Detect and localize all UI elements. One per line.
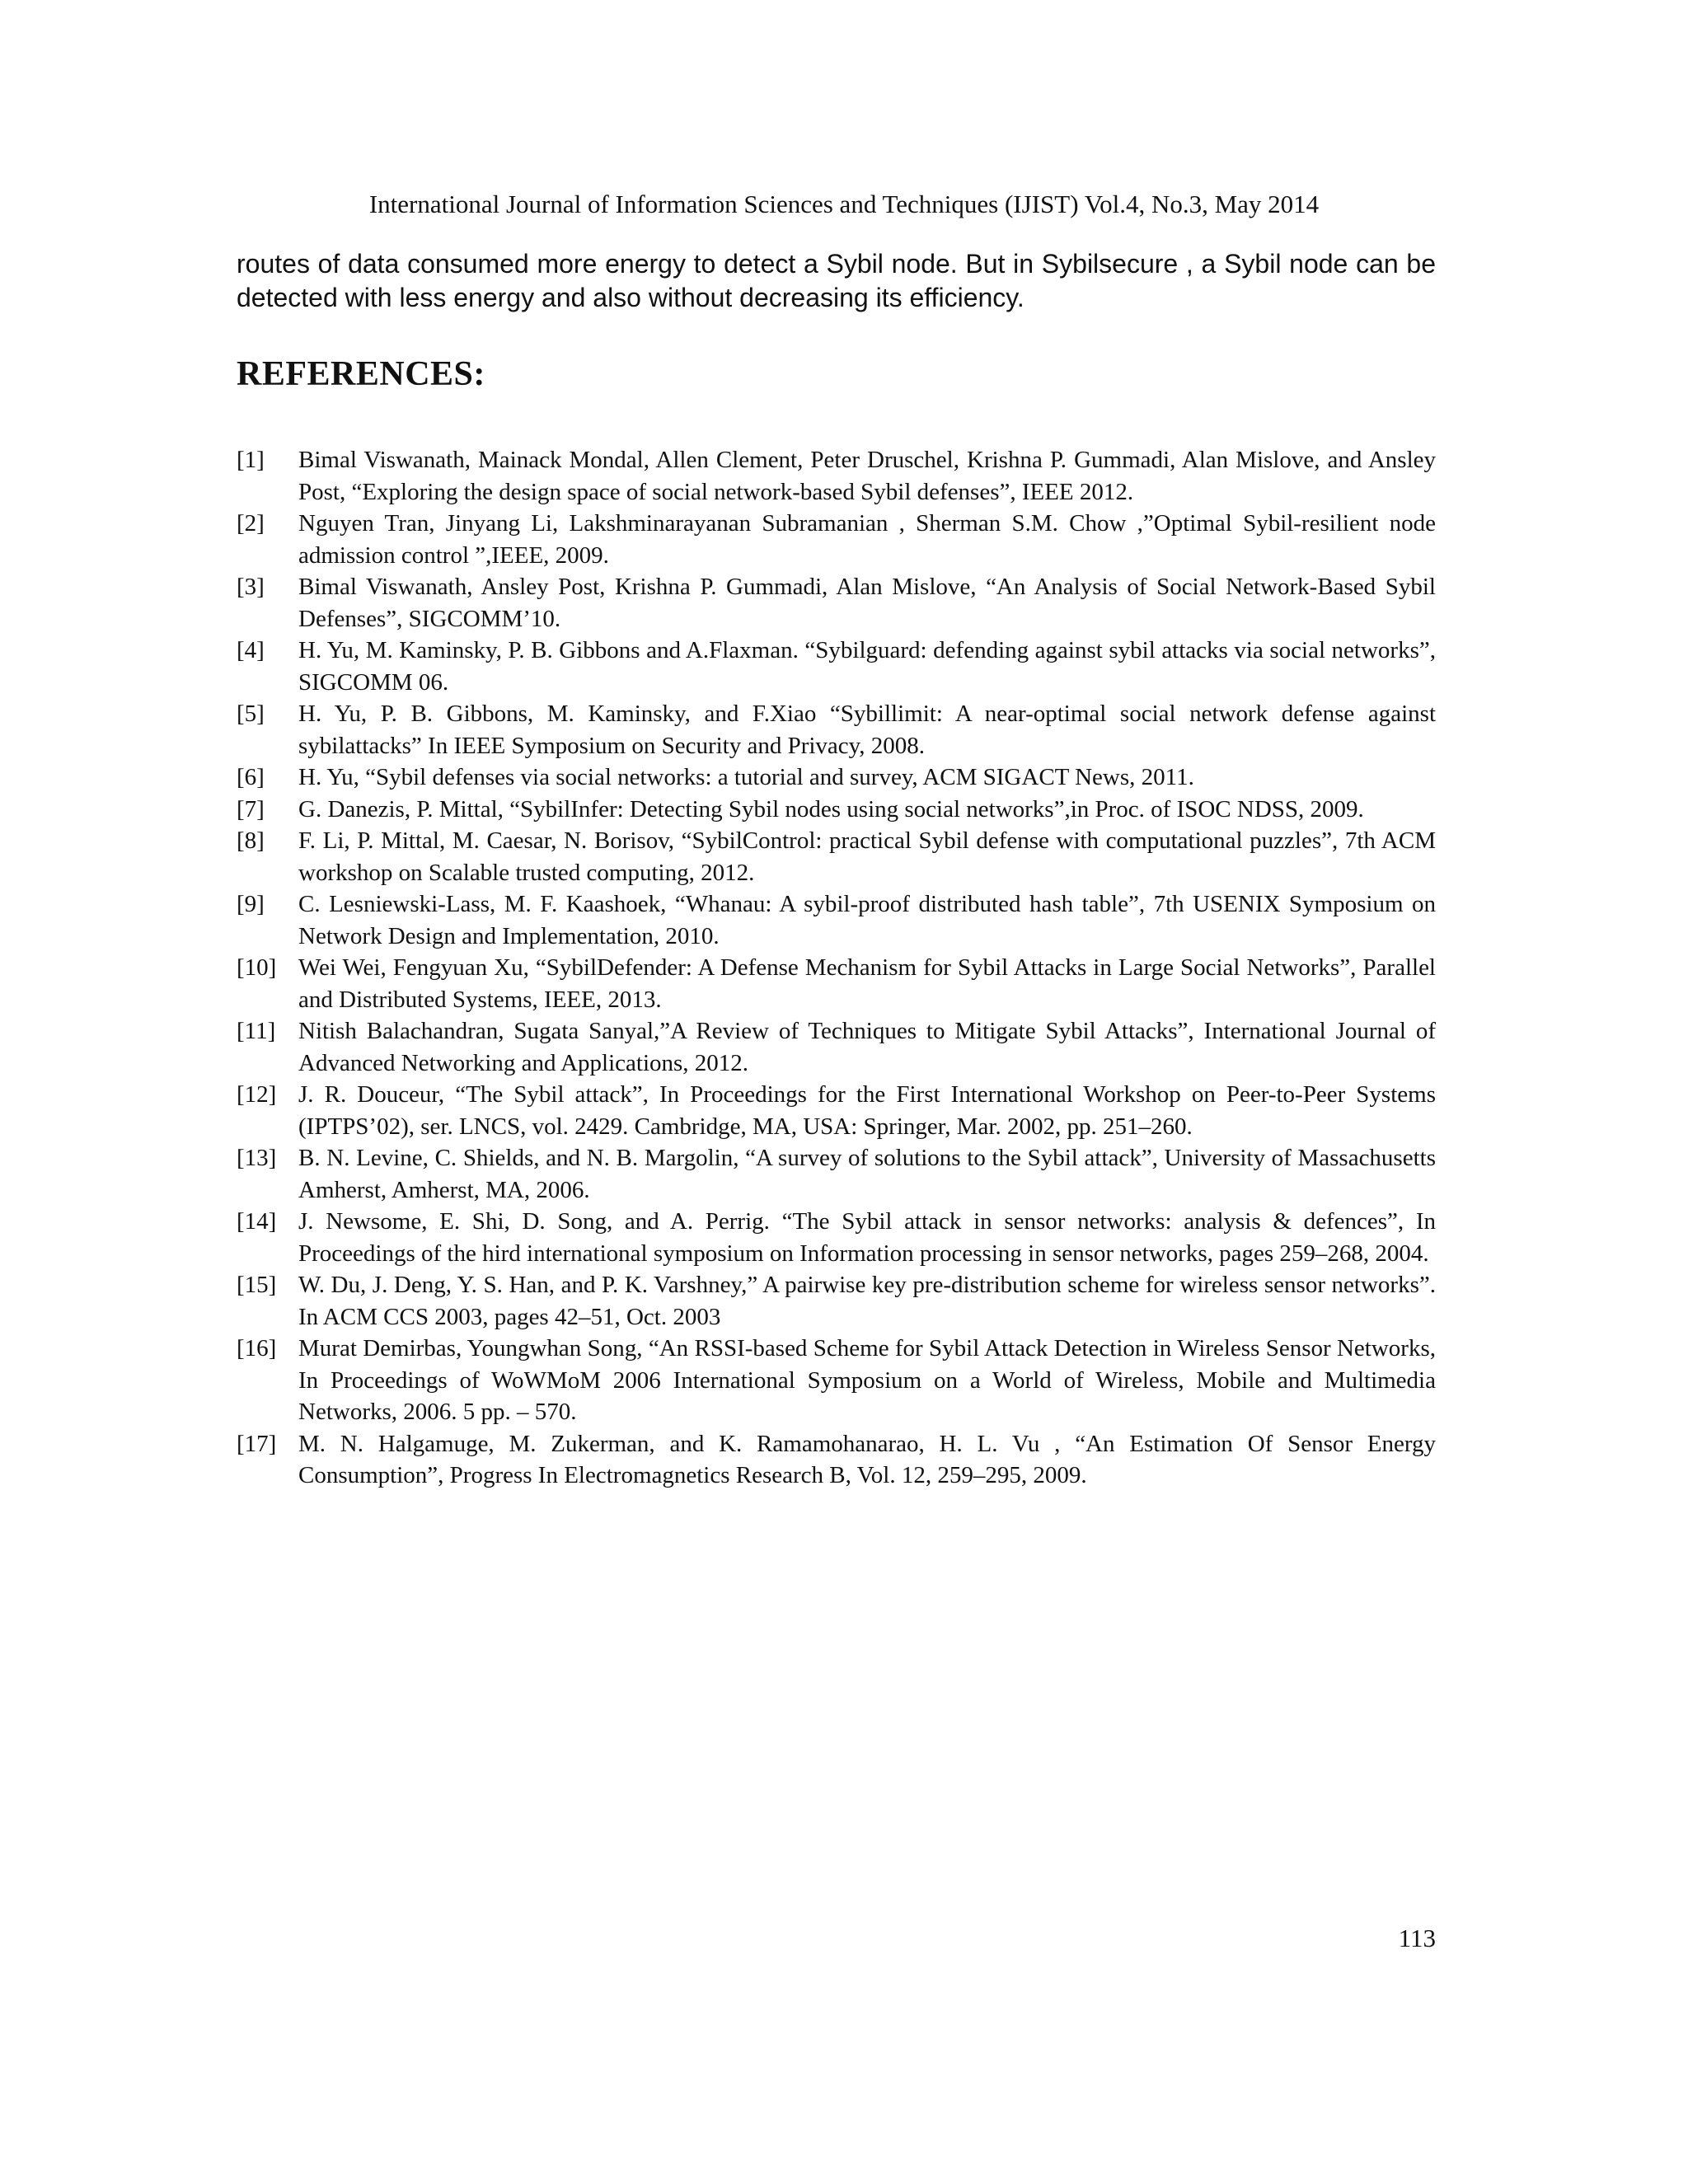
reference-item [237,825,1436,888]
reference-item [237,571,1436,635]
reference-text: Bimal Viswanath, Ansley Post, Krishna P. Gummadi, Alan Mislove, “An Analysis of Social Network-Based Sybil Defenses”, SIGCOMM’10. [298,574,1436,632]
reference-text: Nguyen Tran, Jinyang Li, Lakshminarayanan Subramanian , Sherman S.M. Chow ,”Optimal Sybil-resilient node admission control ”,IEEE, 2009. [298,510,1436,569]
reference-number: [10] [237,954,277,981]
closing-paragraph: routes of data consumed more energy to detect a Sybil node. But in Sybilsecure , a Sybil node can be detected with less energy and also without decreasing its efficiency. [237,249,1436,312]
reference-number: [3] [237,574,265,600]
references-heading: REFERENCES: [237,355,485,393]
reference-number: [8] [237,827,265,854]
reference-text: Murat Demirbas, Youngwhan Song, “An RSSI-based Scheme for Sybil Attack Detection in Wireless Sensor Networks, In Proceedings of WoWMoM 2006 International Symposium on a World of Wireless, Mobile and Multimedia Networks, 2006. 5 pp. – 570. [298,1335,1436,1425]
reference-number: [11] [237,1018,276,1044]
reference-text: H. Yu, M. Kaminsky, P. B. Gibbons and A.Flaxman. “Sybilguard: defending against sybil attacks via social networks”, SIGCOMM 06. [298,637,1436,696]
reference-item [237,794,1436,826]
reference-number: [14] [237,1208,277,1235]
reference-text: Nitish Balachandran, Sugata Sanyal,”A Review of Techniques to Mitigate Sybil Attacks”, International Journal of Advanced Networking and Applications, 2012. [298,1018,1436,1076]
reference-number: [17] [237,1430,277,1457]
reference-item [237,635,1436,698]
reference-text: Bimal Viswanath, Mainack Mondal, Allen Clement, Peter Druschel, Krishna P. Gummadi, Alan Mislove, and Ansley Post, “Exploring the design space of social network-based Sybil defenses”, IEEE 2012. [298,447,1436,505]
reference-item [237,1015,1436,1079]
reference-text: H. Yu, “Sybil defenses via social networks: a tutorial and survey, ACM SIGACT News, 2011. [298,764,1194,790]
reference-number: [4] [237,637,265,663]
reference-number: [12] [237,1081,277,1108]
page-number: 113 [1398,1924,1436,1952]
reference-item [237,444,1436,508]
reference-text: B. N. Levine, C. Shields, and N. B. Margolin, “A survey of solutions to the Sybil attack”, University of Massachusetts Amherst, Amherst, MA, 2006. [298,1145,1436,1203]
reference-number: [2] [237,510,265,537]
reference-item [237,1079,1436,1142]
reference-item [237,1269,1436,1333]
reference-number: [9] [237,891,265,917]
reference-item [237,762,1436,794]
reference-text: C. Lesniewski-Lass, M. F. Kaashoek, “Whanau: A sybil-proof distributed hash table”, 7th USENIX Symposium on Network Design and Implementation, 2010. [298,891,1436,949]
reference-text: F. Li, P. Mittal, M. Caesar, N. Borisov, “SybilControl: practical Sybil defense with computational puzzles”, 7th ACM workshop on Scalable trusted computing, 2012. [298,827,1436,886]
reference-text: G. Danezis, P. Mittal, “SybilInfer: Detecting Sybil nodes using social networks”,in Proc. of ISOC NDSS, 2009. [298,795,1364,823]
reference-item [237,1206,1436,1269]
reference-item [237,698,1436,762]
reference-item [237,508,1436,571]
reference-item [237,888,1436,952]
reference-number: [5] [237,701,265,727]
running-header: International Journal of Information Sciences and Techniques (IJIST) Vol.4, No.3, May 2014 [368,190,1320,218]
reference-item [237,952,1436,1015]
reference-text: Wei Wei, Fengyuan Xu, “SybilDefender: A Defense Mechanism for Sybil Attacks in Large Social Networks”, Parallel and Distributed Systems, IEEE, 2013. [298,954,1436,1013]
reference-item [237,1333,1436,1428]
reference-item [237,1142,1436,1206]
reference-text: M. N. Halgamuge, M. Zukerman, and K. Ramamohanarao, H. L. Vu , “An Estimation Of Sensor Energy Consumption”, Progress In Electromagnetics Research B, Vol. 12, 259–295, 2009. [298,1430,1436,1488]
reference-number: [13] [237,1145,277,1171]
reference-item [237,1428,1436,1492]
reference-text: J. Newsome, E. Shi, D. Song, and A. Perrig. “The Sybil attack in sensor networks: analysis & defences”, In Proceedings of the hird international symposium on Information processing in sensor networks, pages 259–268, 2004. [298,1208,1436,1267]
reference-number: [1] [237,447,265,473]
reference-number: [16] [237,1335,277,1361]
reference-number: [15] [237,1272,277,1298]
reference-text: W. Du, J. Deng, Y. S. Han, and P. K. Varshney,” A pairwise key pre-distribution scheme for wireless sensor networks”. In ACM CCS 2003, pages 42–51, Oct. 2003 [298,1272,1436,1330]
reference-list [237,444,1436,1492]
reference-number: [7] [237,795,265,823]
reference-text: H. Yu, P. B. Gibbons, M. Kaminsky, and F.Xiao “Sybillimit: A near-optimal social network defense against sybilattacks” In IEEE Symposium on Security and Privacy, 2008. [298,701,1436,759]
reference-text: J. R. Douceur, “The Sybil attack”, In Proceedings for the First International Workshop on Peer-to-Peer Systems (IPTPS’02), ser. LNCS, vol. 2429. Cambridge, MA, USA: Springer, Mar. 2002, pp. 251–260. [298,1081,1436,1140]
reference-number: [6] [237,764,265,790]
